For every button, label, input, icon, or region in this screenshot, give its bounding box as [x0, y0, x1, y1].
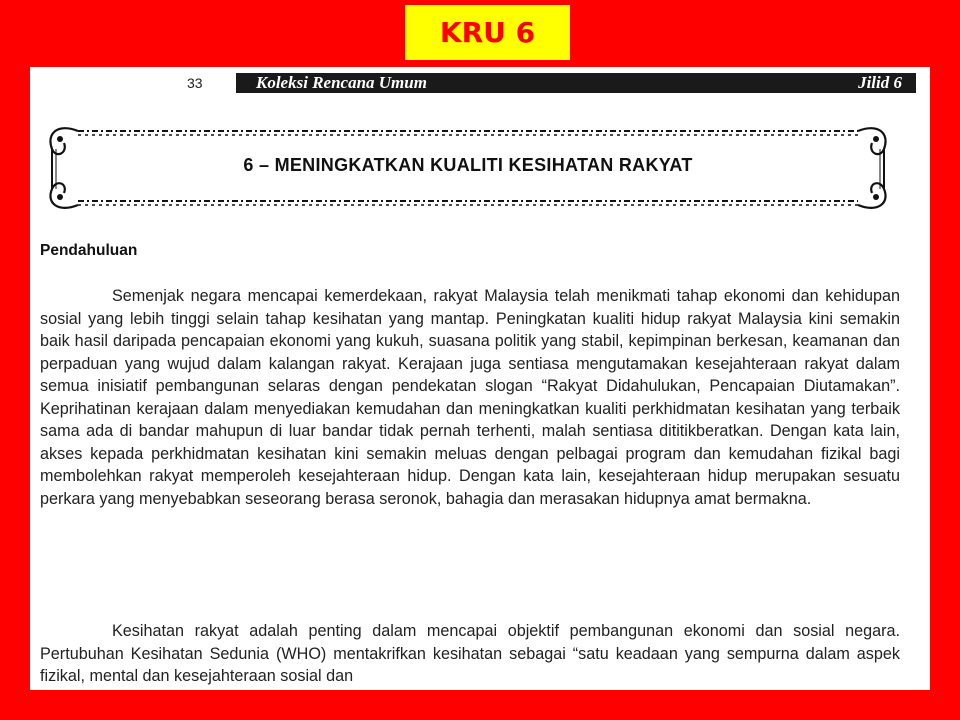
series-title: Koleksi Rencana Umum	[256, 73, 427, 92]
chapter-title: 6 – MENINGKATKAN KUALITI KESIHATAN RAKYAT	[243, 155, 693, 175]
running-header	[236, 73, 916, 93]
slide-title-badge	[405, 5, 570, 60]
body-paragraph: Kesihatan rakyat adalah penting dalam mencapai objektif pembangunan ekonomi dan sosial negara. Pertubuhan Kesihatan Sedunia (WHO) mentakrifkan kesihatan sebagai “satu keadaan yang sempurna dalam aspek fizikal, mental dan kesejahteraan sosial dan	[40, 622, 900, 685]
document-page	[30, 67, 930, 690]
ornamental-title-frame	[38, 119, 898, 215]
slide-title: KRU 6	[439, 16, 536, 49]
section-heading: Pendahuluan	[40, 242, 138, 259]
page-number: 33	[187, 75, 203, 91]
volume-label: Jilid 6	[858, 73, 902, 92]
body-paragraph: Semenjak negara mencapai kemerdekaan, rakyat Malaysia telah menikmati tahap ekonomi dan kehidupan sosial yang lebih tinggi selain tahap kesihatan yang mantap. Peningkatan kualiti hidup rakyat Malaysia kini semakin baik hasil daripada pencapaian ekonomi yang kukuh, suasana politik yang stabil, kepimpinan berkesan, keamanan dan perpaduan yang wujud dalam kalangan rakyat. Kerajaan juga sentiasa mengutamakan kesejahteraan rakyat dalam semua inisiatif pembangunan selaras dengan pendekatan slogan “Rakyat Didahulukan, Pencapaian Diutamakan”. Keprihatinan kerajaan dalam menyediakan kemudahan dan meningkatkan kualiti perkhidmatan kesihatan yang terbaik sama ada di bandar mahupun di luar bandar tidak pernah terhenti, malah sentiasa dititikberatkan. Dengan kata lain, akses kepada perkhidmatan kesihatan kini semakin meluas dengan pelbagai program dan kemudahan fizikal bagi membolehkan rakyat memperoleh kesejahteraan hidup. Dengan kata lain, kesejahteraan hidup merupakan sesuatu perkara yang menyebabkan seseorang berasa seronok, bahagia dan merasakan hidupnya amat bermakna.	[40, 287, 900, 508]
